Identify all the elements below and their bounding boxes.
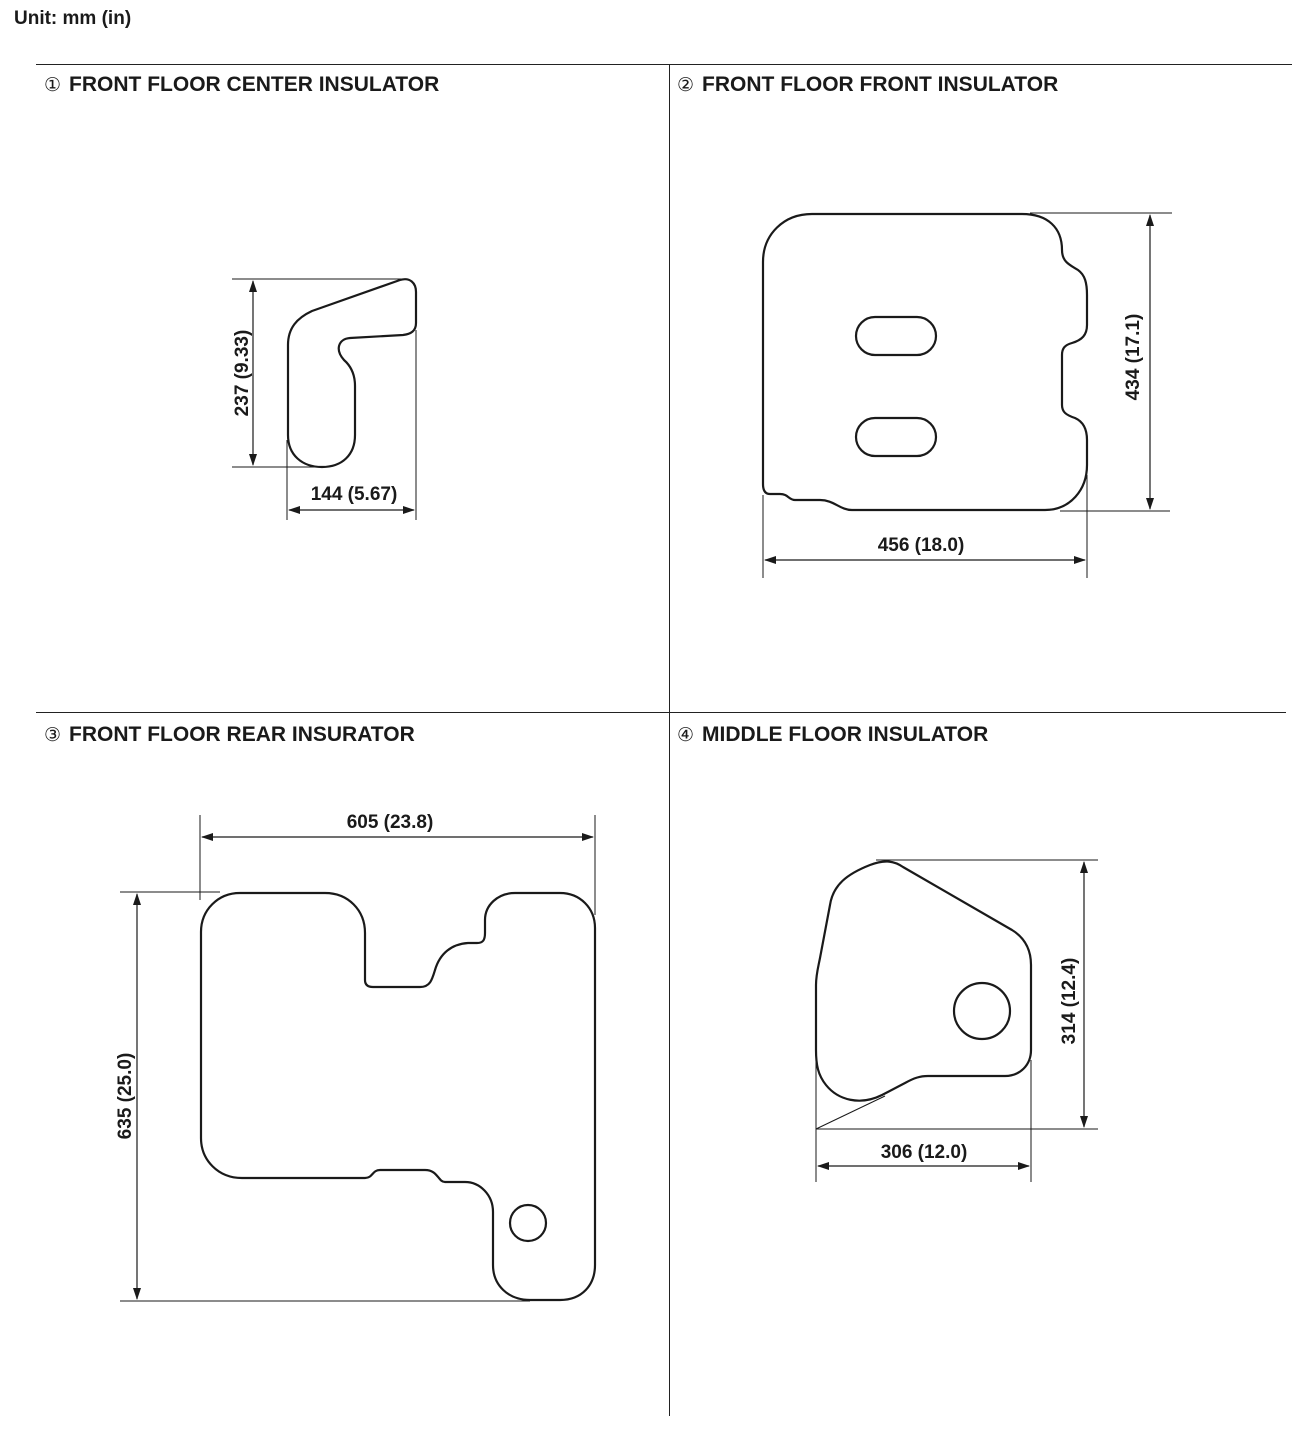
panel-1-drawing <box>232 279 416 520</box>
middle-insulator-outline <box>816 861 1031 1100</box>
panel-1-title-text: FRONT FLOOR CENTER INSULATOR <box>69 73 440 96</box>
front-width-label: 456 (18.0) <box>877 535 965 556</box>
panel-1-number: ① <box>44 74 62 96</box>
rear-width-label: 605 (23.8) <box>346 812 434 833</box>
panel-2-number: ② <box>677 74 695 96</box>
panel-3-title-text: FRONT FLOOR REAR INSURATOR <box>69 723 415 746</box>
center-width-label: 144 (5.67) <box>310 484 398 505</box>
front-insulator-slot-lower <box>856 418 936 456</box>
center-height-label: 237 (9.33) <box>232 329 253 417</box>
panel-3-drawing <box>115 812 595 1301</box>
rear-height-label: 635 (25.0) <box>115 1052 136 1140</box>
panel-4-drawing <box>816 860 1098 1182</box>
middle-height-label: 314 (12.4) <box>1059 957 1080 1045</box>
panel-4-number: ④ <box>677 724 695 746</box>
panel-3-number: ③ <box>44 724 62 746</box>
front-insulator-slot-upper <box>856 317 936 355</box>
rear-insulator-hole <box>510 1205 546 1241</box>
front-height-label: 434 (17.1) <box>1123 313 1144 401</box>
panel-2-title-text: FRONT FLOOR FRONT INSULATOR <box>702 73 1059 96</box>
front-insulator-outline <box>763 214 1087 510</box>
panel-2-drawing <box>763 213 1172 578</box>
middle-insulator-hole <box>954 983 1010 1039</box>
unit-label: Unit: mm (in) <box>14 8 132 29</box>
panel-4-title-text: MIDDLE FLOOR INSULATOR <box>702 723 989 746</box>
center-insulator-outline <box>288 279 416 467</box>
middle-width-label: 306 (12.0) <box>880 1142 968 1163</box>
